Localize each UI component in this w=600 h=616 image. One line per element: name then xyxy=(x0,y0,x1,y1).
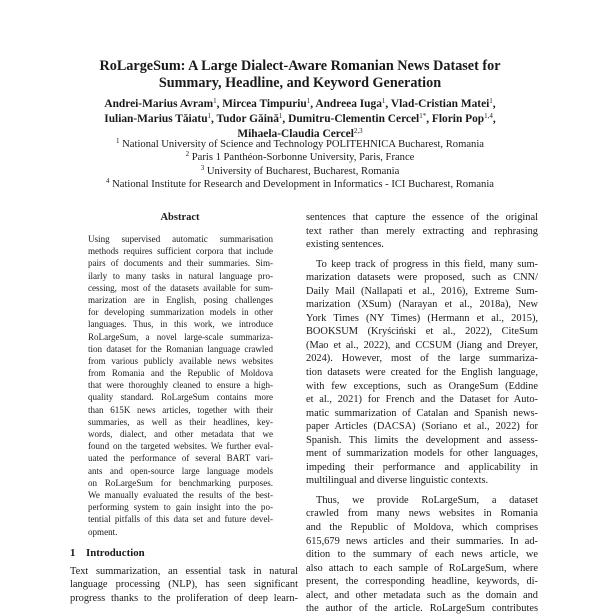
affiliation-mark: 3 xyxy=(200,163,205,172)
author-name: Tudor Găină xyxy=(216,113,279,125)
abstract-line: than 615K news articles, together with their xyxy=(88,404,273,415)
body-line: York Times (NY Times) (Hermann et al., 2015), xyxy=(306,312,538,324)
author-list xyxy=(40,97,560,142)
abstract-line: languages. Thus, in this work, we introduce xyxy=(88,319,273,330)
author-affil-mark: 1* xyxy=(419,112,427,120)
author-name: Mircea Timpuriu xyxy=(222,98,307,110)
abstract-line: uated the performance of several BART vari- xyxy=(88,453,273,464)
author-name: Andrei-Marius Avram xyxy=(104,98,214,110)
abstract-line: methods requires sufficient corpora that include xyxy=(88,246,273,257)
body-line: paper Articles (DACSA) (Soriano et al., 2022) for xyxy=(306,421,538,433)
author-affil-mark: 1 xyxy=(207,112,212,120)
body-line: matic summarization of Catalan and Spanish news- xyxy=(306,407,538,419)
abstract-line: We manually evaluated the results of the best- xyxy=(88,489,273,500)
body-line: BOOKSUM (Kryściński et al., 2022), CiteSum xyxy=(306,326,538,338)
left-column xyxy=(70,212,298,605)
introduction-body xyxy=(70,565,298,606)
body-line: present, the corresponding headline, keywords, di- xyxy=(306,576,538,588)
author-name: Vlad-Cristian Matei xyxy=(390,98,490,110)
author-affil-mark: 2,3 xyxy=(353,127,363,135)
title-line: RoLargeSum: A Large Dialect-Aware Romanian News Dataset for xyxy=(99,58,501,74)
section-number: 1 xyxy=(70,546,76,559)
body-line: Spanish. This limits the development and assess- xyxy=(306,434,538,446)
affiliation-mark: 2 xyxy=(185,150,190,159)
abstract-line: pairs of documents and their summaries. Sim- xyxy=(88,258,273,269)
abstract-body xyxy=(70,233,290,538)
author-name: Florin Pop xyxy=(431,113,485,125)
affiliation-text: Paris 1 Panthéon-Sorbonne University, Paris, France xyxy=(191,152,415,164)
author-line: Iulian-Marius Tăiatu$^1$, Tudor Găină$^1$, Dumitru-Clementin Cercel$^{1*}$, Florin Pop$^{1,4}$, xyxy=(104,112,496,125)
abstract-line: found on the targeted websites. We further eval- xyxy=(88,441,273,452)
body-line: (Mao et al., 2022), and CCSUM (Jiang and Dreyer, xyxy=(306,339,538,351)
body-line: ment of summarization models for other languages, xyxy=(306,448,538,460)
abstract-line: for developing summarization models in other xyxy=(88,307,273,318)
body-line: 2024). However, most of the large summariza- xyxy=(306,353,538,365)
affiliation-mark: 4 xyxy=(105,177,110,186)
body-line: 615,679 news articles and their summaries. In ad- xyxy=(306,535,538,547)
body-line: with few exceptions, such as OrangeSum (Eddine xyxy=(306,380,538,392)
body-line: crawled from many news websites in Romania xyxy=(306,508,538,520)
body-line: and the Republic of Moldova, which comprises xyxy=(306,522,538,534)
abstract-line: Using supervised automatic summarisation xyxy=(88,234,273,244)
author-name: Andreea Iuga xyxy=(315,98,382,110)
body-line: tion datasets were created for the English language, xyxy=(306,367,538,379)
body-line: dition to the summary of each news article, we xyxy=(306,549,538,561)
abstract-line: summaries, as well as their headlines, key- xyxy=(88,416,273,427)
abstract-line: cessing, most of the datasets available for sum- xyxy=(88,282,273,293)
body-line: Daily Mail (Nallapati et al., 2016), Extreme Sum- xyxy=(306,285,538,297)
author-name: Mihaela-Claudia Cercel xyxy=(237,128,354,140)
abstract-line: tential pitfalls of this data set and future devel- xyxy=(88,514,273,525)
body-line: et al., 2021) for French and the Dataset for Auto- xyxy=(306,394,538,406)
abstract-line: that were thoroughly cleaned to ensure a high- xyxy=(88,380,273,391)
abstract-line: opment. xyxy=(88,526,118,537)
abstract-line: words, dialect, and other metadata that we xyxy=(88,429,273,439)
author-affil-mark: 1 xyxy=(213,97,217,105)
body-line: alect, and other metadata such as the domain and xyxy=(306,589,538,601)
section-title: Introduction xyxy=(86,546,145,559)
affiliation xyxy=(20,165,580,178)
body-line: existing sentences. xyxy=(306,239,384,251)
author-affil-mark: 1 xyxy=(489,97,493,105)
body-line: multilingual and diverse linguistic contexts. xyxy=(306,475,489,487)
author-name: Dumitru-Clementin Cercel xyxy=(288,113,420,125)
body-line: Thus, we provide RoLargeSum, a dataset xyxy=(316,494,538,506)
affiliation-list xyxy=(20,138,580,192)
body-line: To keep track of progress in this field, many sum- xyxy=(316,258,538,270)
affiliation-text: National Institute for Research and Development in Informatics - ICI Bucharest, Romania xyxy=(112,179,494,191)
section-heading-introduction xyxy=(70,547,290,559)
affiliation-text: University of Bucharest, Bucharest, Romania xyxy=(206,165,400,177)
author-affil-mark: 1 xyxy=(381,97,386,105)
abstract-line: quality standard. RoLargeSum contains more xyxy=(88,392,273,403)
abstract-line: marization are in English, posing challenges xyxy=(88,294,273,305)
abstract-line: RoLargeSum, a novel large-scale summariza- xyxy=(88,331,273,342)
affiliation xyxy=(20,138,580,151)
abstract-line: performing system to gain insight into the po- xyxy=(88,502,273,513)
intro-line: language processing (NLP), has seen significant xyxy=(70,579,298,591)
body-line: impeding their performance and applicability in xyxy=(306,461,538,473)
abstract-line: ilarly to many tasks in natural language pro- xyxy=(88,270,273,281)
intro-line: progress thanks to the proliferation of deep learn- xyxy=(70,592,298,604)
right-column xyxy=(306,211,538,616)
abstract-line: from various publicly available news websites xyxy=(88,355,273,366)
author-name: Iulian-Marius Tăiatu xyxy=(104,113,208,125)
author-affil-mark: 1,4 xyxy=(484,112,493,120)
paragraph xyxy=(306,211,538,252)
abstract-line: ants and open-source large language models xyxy=(88,465,273,476)
intro-line: Text summarization, an essential task in natural xyxy=(70,565,298,577)
abstract-line: on RoLargeSum for benchmarking purposes. xyxy=(88,477,273,488)
author-line: Andrei-Marius Avram$^1$, Mircea Timpuriu$^1$, Andreea Iuga$^1$, Vlad-Cristian Matei$^1$, xyxy=(104,97,496,110)
abstract-line: from Romania and the Republic of Moldova xyxy=(88,368,273,379)
body-line: the author of the article. RoLargeSum contributes xyxy=(306,603,538,615)
author-affil-mark: 1 xyxy=(306,97,311,105)
body-line: marization (XSum) (Narayan et al., 2018a), New xyxy=(306,299,538,311)
paragraph xyxy=(306,258,538,488)
affiliation-mark: 1 xyxy=(116,137,120,145)
author-affil-mark: 1 xyxy=(278,112,283,120)
affiliation-text: National University of Science and Technology POLITEHNICA Bucharest, Romania xyxy=(122,139,484,150)
affiliation xyxy=(20,151,580,164)
affiliation xyxy=(20,178,580,191)
paper-title xyxy=(40,58,560,92)
body-line: marization datasets were proposed, such as CNN/ xyxy=(306,272,538,284)
paragraph xyxy=(306,494,538,616)
body-line: sentences that capture the essence of the original xyxy=(306,212,538,223)
body-line: text rather than merely extracting and rephrasing xyxy=(306,225,538,237)
body-line: also attach to each sample of RoLargeSum, where xyxy=(306,562,538,574)
abstract-line: tion dataset for the Romanian language crawled xyxy=(88,343,273,354)
abstract-heading: Abstract xyxy=(160,212,200,223)
title-line: Summary, Headline, and Keyword Generation xyxy=(158,75,442,91)
